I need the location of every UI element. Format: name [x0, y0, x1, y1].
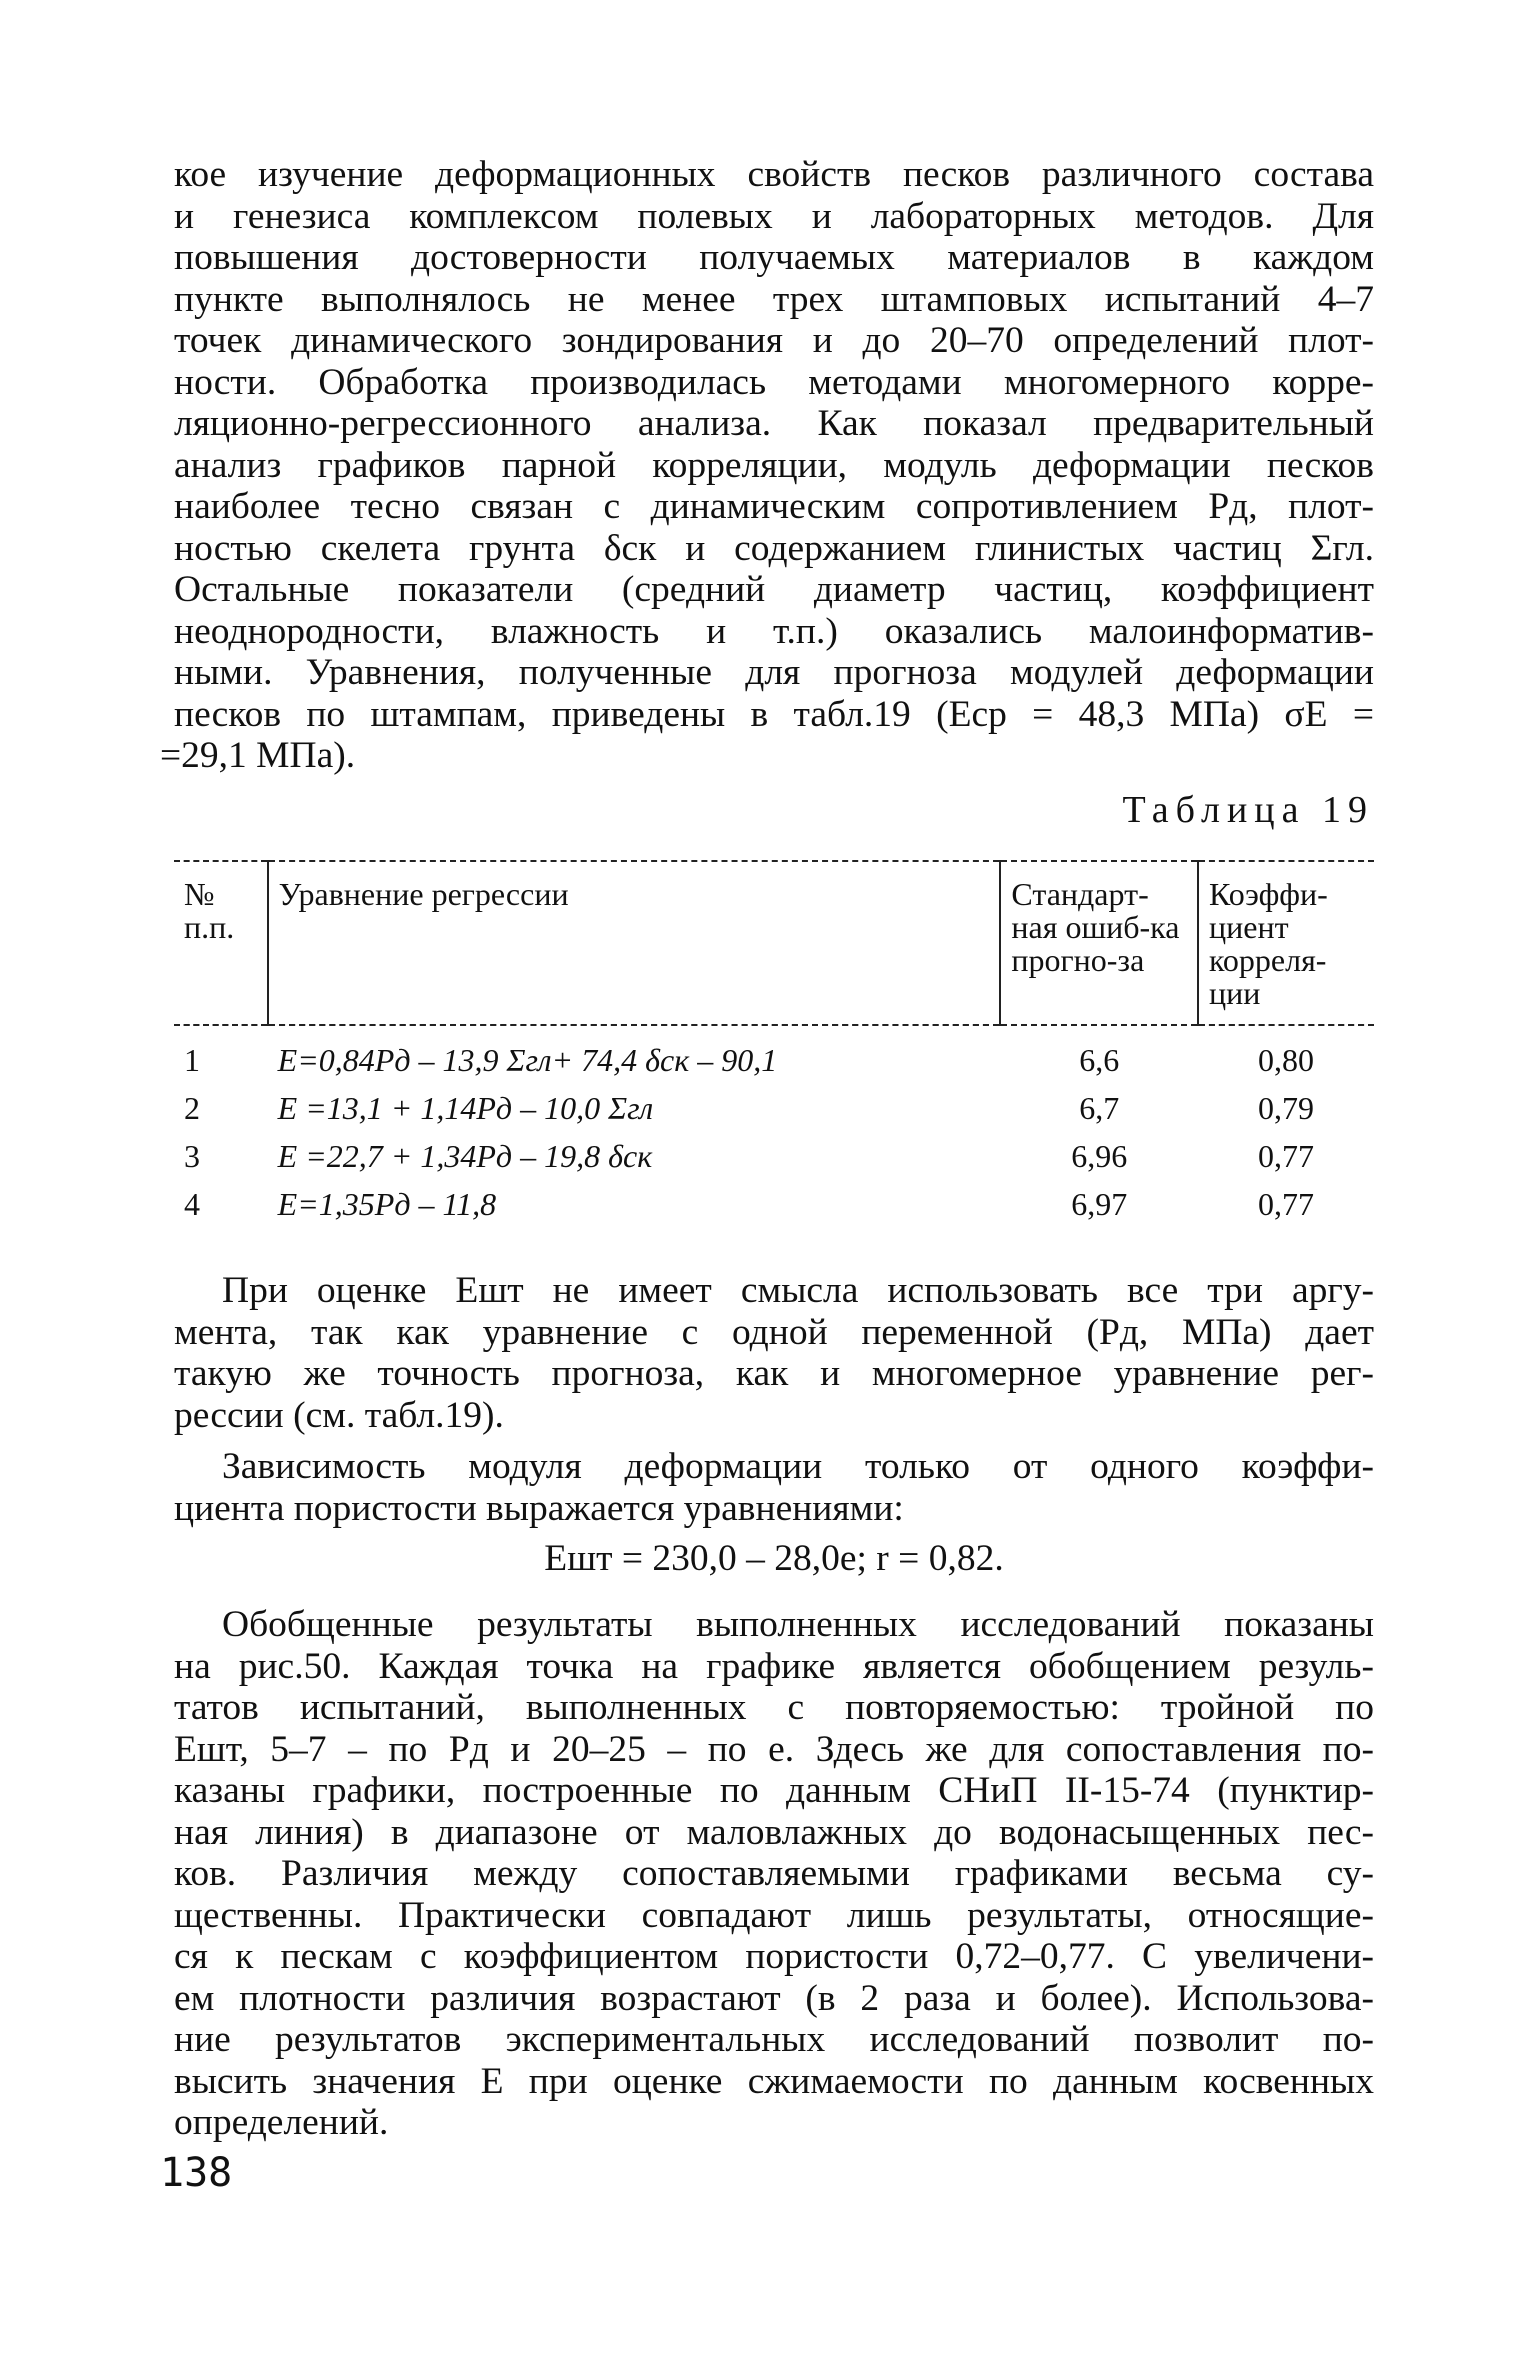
text-line: ков. Различия между сопоставляемыми графиками весьма су-	[174, 1853, 1374, 1894]
text-line: татов испытаний, выполненных с повторяемостью: тройной по	[174, 1687, 1374, 1728]
text-line: Зависимость модуля деформации только от одного коэффи-	[222, 1446, 1374, 1487]
text-line: При оценке Eшт не имеет смысла использовать все три аргу-	[222, 1270, 1374, 1311]
text-line: мента, так как уравнение с одной переменной (Pд, МПа) дает	[174, 1311, 1374, 1353]
text-line: точек динамического зондирования и до 20–70 определений плот-	[174, 320, 1374, 361]
text-line: высить значения E при оценке сжимаемости по данным косвенных	[174, 2060, 1374, 2102]
row-num: 1	[184, 1042, 200, 1078]
table-row	[174, 1025, 1374, 1084]
equation-formula: Eшт = 230,0 – 28,0e; r = 0,82.	[544, 1538, 1004, 1579]
text-line: Eшт, 5–7 – по Pд и 20–25 – по e. Здесь же для сопоставления по-	[174, 1728, 1374, 1770]
table-header-row	[174, 861, 1374, 1025]
text-line: щественны. Практически совпадают лишь результаты, относящие-	[174, 1894, 1374, 1936]
text-line: Обобщенные результаты выполненных исследований показаны	[222, 1604, 1374, 1645]
header-std-error: Стандарт-ная ошиб-ка прогно-за	[1000, 861, 1198, 1025]
text-line: кое изучение деформационных свойств песков различного состава	[174, 154, 1374, 195]
text-line: на рис.50. Каждая точка на графике является обобщением резуль-	[174, 1645, 1374, 1687]
row-correlation: 0,77	[1257, 1138, 1314, 1174]
text-line: Остальные показатели (средний диаметр частиц, коэффициент	[174, 569, 1374, 610]
row-num: 4	[184, 1186, 200, 1222]
text-line: и генезиса комплексом полевых и лабораторных методов. Для	[174, 195, 1374, 237]
text-line: =29,1 МПа).	[160, 735, 356, 776]
text-line: циента пористости выражается уравнениями:	[174, 1487, 904, 1529]
row-correlation: 0,79	[1257, 1090, 1314, 1126]
row-std-error: 6,7	[1079, 1090, 1120, 1126]
text-line: ляционно-регрессионного анализа. Как показал предварительный	[174, 403, 1374, 444]
text-line: ными. Уравнения, полученные для прогноза модулей деформации	[174, 652, 1374, 693]
text-line: ние результатов экспериментальных исследований позволит по-	[174, 2019, 1374, 2060]
row-std-error: 6,97	[1071, 1186, 1128, 1222]
row-correlation: 0,80	[1257, 1042, 1314, 1078]
text-line: анализ графиков парной корреляции, модуль деформации песков	[174, 444, 1374, 486]
row-num: 2	[184, 1090, 200, 1126]
text-line: неоднородности, влажность и т.п.) оказались малоинформатив-	[174, 610, 1374, 652]
paragraph-assessment	[174, 1270, 1374, 1436]
row-equation: E=1,35Pд – 11,8	[277, 1186, 497, 1222]
row-equation: E=0,84Pд – 13,9 Σгл+ 74,4 δск – 90,1	[277, 1042, 778, 1078]
text-line: такую же точность прогноза, как и многомерное уравнение рег-	[174, 1353, 1374, 1394]
row-equation: E =13,1 + 1,14Pд – 10,0 Σгл	[277, 1090, 654, 1126]
text-line: казаны графики, построенные по данным СНиП II-15-74 (пунктир-	[174, 1770, 1374, 1811]
text-line: наиболее тесно связан с динамическим сопротивлением Pд, плот-	[174, 486, 1374, 527]
header-equation: Уравнение регрессии	[268, 861, 1001, 1025]
header-num: № п.п.	[174, 861, 268, 1025]
header-correlation: Коэффи-циент корреля-ции	[1198, 861, 1374, 1025]
text-line: рессии (см. табл.19).	[174, 1394, 504, 1436]
regression-table	[174, 860, 1374, 1228]
page-number: 138	[160, 2150, 233, 2196]
text-line: ся к пескам с коэффициентом пористости 0,72–0,77. С увеличени-	[174, 1936, 1374, 1977]
text-line: ности. Обработка производилась методами многомерного корре-	[174, 361, 1374, 403]
text-line: ная линия) в диапазоне от маловлажных до водонасыщенных пес-	[174, 1811, 1374, 1853]
text-line: ем плотности различия возрастают (в 2 раза и более). Использова-	[174, 1977, 1374, 2019]
text-line: пункте выполнялось не менее трех штамповых испытаний 4–7	[174, 278, 1374, 320]
table-row	[174, 1132, 1374, 1180]
text-line: ностью скелета грунта δск и содержанием глинистых частиц Σгл.	[174, 527, 1374, 569]
row-equation: E =22,7 + 1,34Pд – 19,8 δск	[277, 1138, 653, 1174]
paragraph-dependence	[174, 1446, 1374, 1529]
row-std-error: 6,96	[1071, 1138, 1128, 1174]
table-row	[174, 1180, 1374, 1228]
row-num: 3	[184, 1138, 200, 1174]
text-line: песков по штампам, приведены в табл.19 (Eср = 48,3 МПа) σE =	[174, 693, 1374, 735]
table-row	[174, 1084, 1374, 1132]
table-title: Таблица 19	[1122, 789, 1374, 831]
text-line: определений.	[174, 2102, 389, 2143]
row-std-error: 6,6	[1079, 1042, 1120, 1078]
text-line: повышения достоверности получаемых материалов в каждом	[174, 237, 1374, 278]
row-correlation: 0,77	[1257, 1186, 1314, 1222]
paragraph-intro	[160, 154, 1374, 777]
paragraph-results	[174, 1604, 1374, 2144]
